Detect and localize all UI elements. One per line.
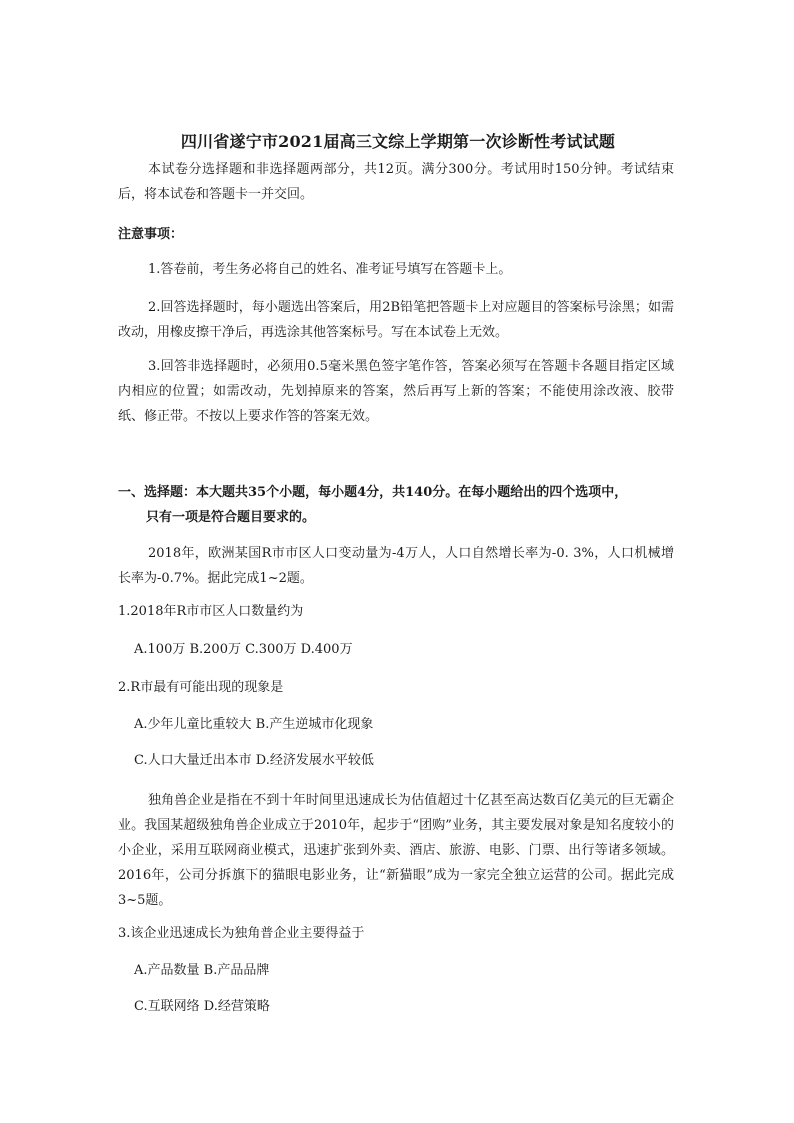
passage-2: 独角兽企业是指在不到十年时间里迅速成长为估值超过十亿甚至高达数百亿美元的巨无霸企业。我国某超级独角兽企业成立于2010年，起步于“团购”业务，其主要发展对象是知名度较小的小企业，采用互联网商业模式，迅速扩张到外卖、酒店、旅游、电影、门票、出行等诸多领域。2016年，公司分拆旗下的猫眼电影业务，让“新猫眼”成为一家完全独立运营的公司。据此完成3~5题。 — [118, 793, 674, 908]
question-3-options-ab: A.产品数量 B.产品品牌 — [134, 963, 270, 978]
section-heading — [118, 480, 678, 530]
question-3-stem: 3.该企业迅速成长为独角普企业主要得益于 — [118, 926, 365, 941]
intro-paragraph: 本试卷分选择题和非选择题两部分，共12页。满分300分。考试用时150分钟。考试结束后，将本试卷和答题卡一并交回。 — [118, 162, 674, 202]
question-3-options-cd: C.互联网络 D.经营策略 — [134, 999, 270, 1014]
notice-item-1: 1.答卷前，考生务必将自己的姓名、准考证号填写在答题卡上。 — [148, 262, 512, 277]
notice-item-2: 2.回答选择题时，每小题选出答案后，用2B铅笔把答题卡上对应题目的答案标号涂黑；如需改动，用橡皮擦干净后，再选涂其他答案标号。写在本试卷上无效。 — [118, 300, 674, 340]
question-2-options-cd: C.人口大量迁出本市 D.经济发展水平较低 — [134, 753, 374, 768]
notice-item-3: 3.回答非选择题时，必须用0.5毫米黑色签字笔作答，答案必须写在答题卡各题目指定区域内相应的位置；如需改动，先划掉原来的答案，然后再写上新的答案；不能使用涂改液、胶带纸、修正带。不按以上要求作答的答案无效。 — [118, 359, 674, 424]
passage-1: 2018年，欧洲某国R市市区人口变动量为-4万人，人口自然增长率为-0. 3%，人口机械增长率为-0.7%。据此完成1~2题。 — [118, 546, 674, 586]
question-1-options: A.100万 B.200万 C.300万 D.400万 — [134, 642, 353, 657]
notice-heading: 注意事项： — [118, 227, 184, 242]
question-2-options-ab: A.少年儿童比重较大 B.产生逆城市化现象 — [134, 717, 374, 732]
question-2-stem: 2.R市最有可能出现的现象是 — [118, 680, 284, 695]
page-title: 四川省遂宁市2021届高三文综上学期第一次诊断性考试试题 — [180, 132, 616, 151]
section-heading-line-2: 只有一项是符合题目要求的。 — [146, 510, 316, 525]
question-1-stem: 1.2018年R市市区人口数量约为 — [118, 604, 304, 619]
section-heading-line-1: 一、选择题：本大题共35个小题，每小题4分，共140分。在每小题给出的四个选项中， — [118, 485, 628, 500]
